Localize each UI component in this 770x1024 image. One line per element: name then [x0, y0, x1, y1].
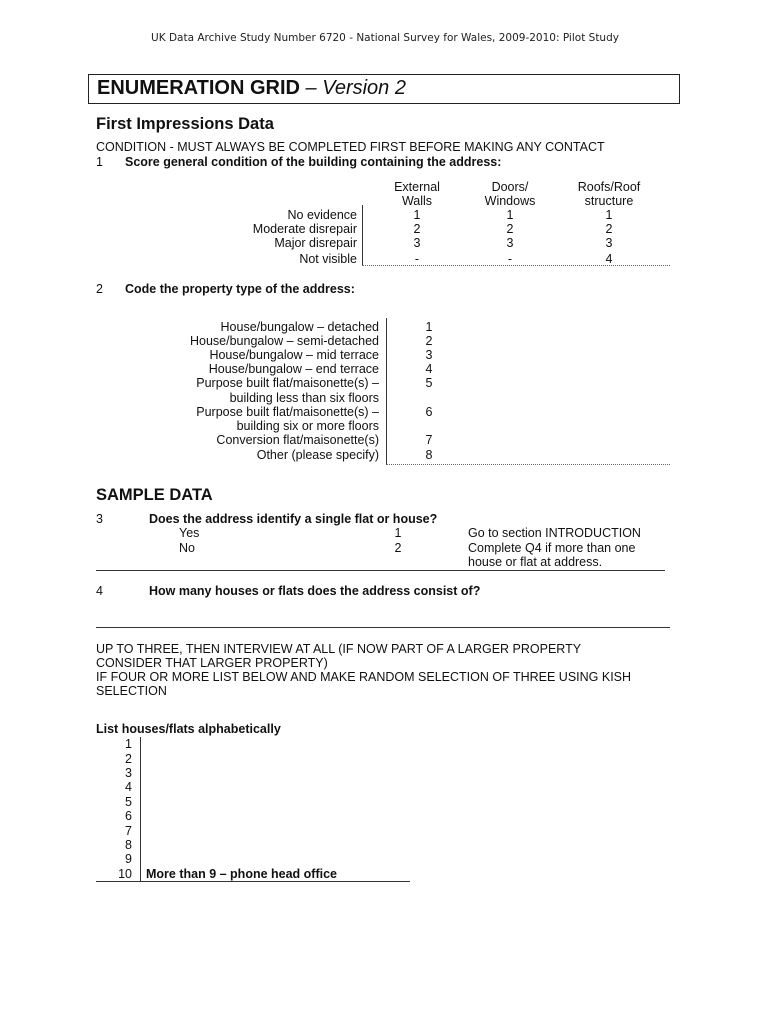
title-box [88, 74, 680, 104]
q2-code: 6 [425, 405, 433, 419]
list-overflow-note: More than 9 – phone head office [146, 867, 337, 881]
q1-row-label: No evidence [287, 208, 357, 222]
condition-text: CONDITION - MUST ALWAYS BE COMPLETED FIRST BEFORE MAKING ANY CONTACT [96, 140, 605, 154]
list-number: 3 [125, 766, 132, 780]
list-heading: List houses/flats alphabetically [96, 722, 281, 736]
instruction-line: UP TO THREE, THEN INTERVIEW AT ALL (IF NOW PART OF A LARGER PROPERTY [96, 642, 582, 656]
q2-row-label: Conversion flat/maisonette(s) [216, 433, 379, 447]
q2-row-label: building six or more floors [236, 419, 379, 433]
q2-divider [386, 318, 387, 464]
q1-code: 3 [506, 236, 514, 250]
sample-data-heading: SAMPLE DATA [96, 486, 213, 504]
q1-code: 3 [605, 236, 613, 250]
q4-question: How many houses or flats does the address consist of? [149, 584, 481, 598]
q2-row-label: Purpose built flat/maisonette(s) – [196, 405, 379, 419]
list-number: 9 [125, 852, 132, 866]
title-version: Version 2 [322, 77, 406, 99]
first-impressions-heading: First Impressions Data [96, 115, 274, 133]
q1-code: - [507, 252, 513, 266]
q1-row-label: Major disrepair [274, 236, 357, 250]
q2-code: 1 [425, 320, 433, 334]
q1-question: Score general condition of the building containing the address: [125, 155, 502, 169]
q1-code: 1 [413, 208, 421, 222]
q2-row-label: building less than six floors [229, 391, 379, 405]
q1-number: 1 [96, 155, 103, 169]
q2-row-label: Purpose built flat/maisonette(s) – [196, 376, 379, 390]
q2-code: 3 [425, 348, 433, 362]
q3-question: Does the address identify a single flat or house? [149, 512, 438, 526]
q2-row-label: House/bungalow – detached [220, 320, 379, 334]
q4-bottom-rule [96, 627, 670, 628]
q2-row-label: House/bungalow – end terrace [208, 362, 379, 376]
q2-code: 7 [425, 433, 433, 447]
list-number: 2 [125, 752, 132, 766]
q1-code: 2 [413, 222, 421, 236]
q2-row-label: House/bungalow – semi-detached [189, 334, 379, 348]
col-header-windows: Doors/ Windows [484, 180, 536, 208]
q1-code: 1 [605, 208, 613, 222]
q1-code: 2 [605, 222, 613, 236]
q4-number: 4 [96, 584, 103, 598]
q2-code: 2 [425, 334, 433, 348]
q2-bottom-rule [386, 464, 670, 465]
instruction-line: CONSIDER THAT LARGER PROPERTY) [96, 656, 328, 670]
q2-row-label: Other (please specify) [256, 448, 379, 462]
q3-no-label: No [179, 541, 195, 555]
q1-row-label: Moderate disrepair [252, 222, 357, 236]
q3-yes-route: Go to section INTRODUCTION [468, 526, 641, 540]
list-number: 5 [125, 795, 132, 809]
instruction-line: SELECTION [96, 684, 167, 698]
q1-code: 2 [506, 222, 514, 236]
q1-code: - [414, 252, 420, 266]
q3-number: 3 [96, 512, 103, 526]
list-number: 8 [125, 838, 132, 852]
q1-code: 3 [413, 236, 421, 250]
col-header-walls: External Walls [394, 180, 440, 208]
q3-no-route: Complete Q4 if more than one [468, 541, 636, 555]
q1-row-label: Not visible [299, 252, 357, 266]
list-number: 1 [125, 737, 132, 751]
list-number: 7 [125, 824, 132, 838]
page-header: UK Data Archive Study Number 6720 - National Survey for Wales, 2009-2010: Pilot Study [151, 32, 619, 44]
title-main: ENUMERATION GRID [97, 77, 300, 99]
instruction-line: IF FOUR OR MORE LIST BELOW AND MAKE RANDOM SELECTION OF THREE USING KISH [96, 670, 632, 684]
q2-question: Code the property type of the address: [125, 282, 355, 296]
q2-code: 8 [425, 448, 433, 462]
list-number: 4 [125, 780, 132, 794]
title-dash: – [299, 77, 323, 99]
page-title [97, 77, 406, 100]
q1-code: 1 [506, 208, 514, 222]
q2-number: 2 [96, 282, 103, 296]
q2-row-label: House/bungalow – mid terrace [209, 348, 379, 362]
q2-code: 5 [425, 376, 433, 390]
list-number: 10 [118, 867, 132, 881]
q3-yes-code: 1 [394, 526, 402, 540]
list-number: 6 [125, 809, 132, 823]
q3-no-code: 2 [394, 541, 402, 555]
q1-bottom-rule [362, 265, 670, 266]
q3-no-route-cont: house or flat at address. [468, 555, 603, 569]
q2-code: 4 [425, 362, 433, 376]
q3-bottom-rule [96, 570, 665, 571]
col-header-roof: Roofs/Roof structure [577, 180, 641, 208]
q3-yes-label: Yes [179, 526, 200, 540]
q1-code: 4 [605, 252, 613, 266]
list-divider [140, 737, 141, 881]
list-bottom-rule [96, 881, 410, 882]
q1-divider [362, 205, 363, 265]
